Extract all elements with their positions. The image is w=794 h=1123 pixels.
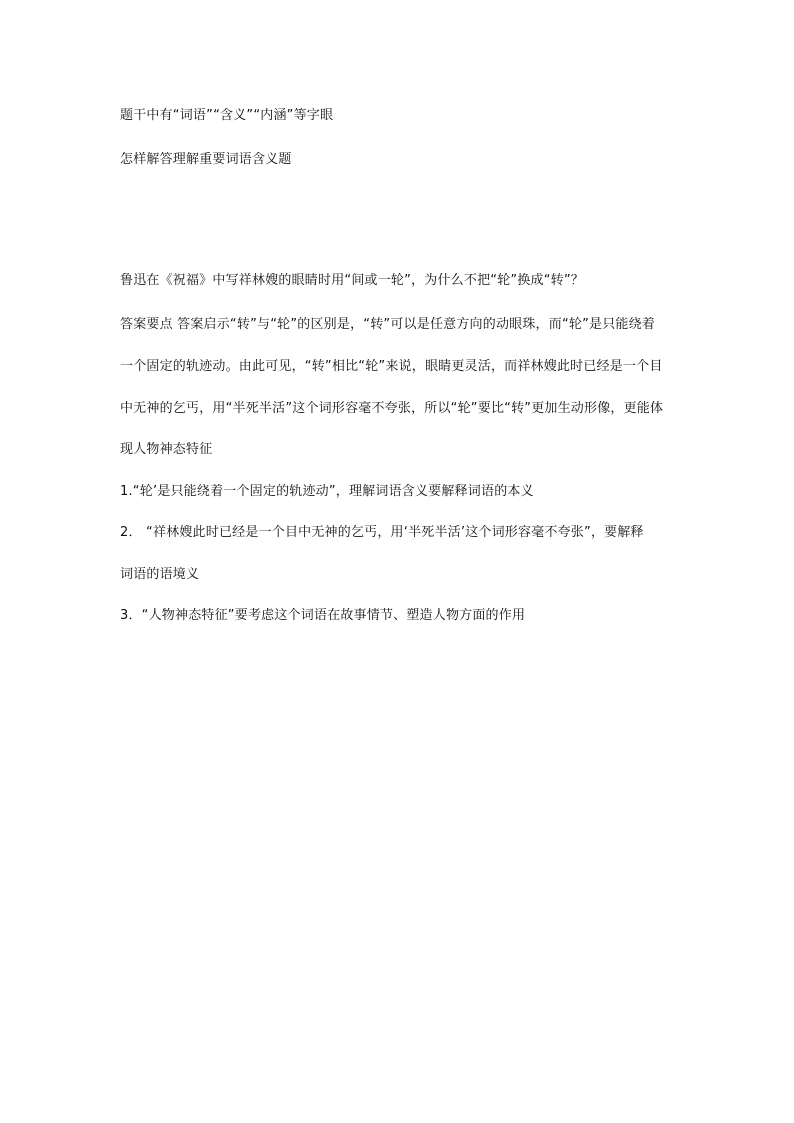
question-text: 鲁迅在《祝福》中写祥林嫂的眼睛时用“间或一轮”，为什么不把“轮”换成“转”？ xyxy=(120,273,585,288)
point-3: 3．“人物神态特征”要考虑这个词语在故事情节、塑造人物方面的作用 xyxy=(120,608,526,623)
point-1: 1.“轮’是只能绕着一个固定的轨迹动”，理解词语含义要解释词语的本义 xyxy=(120,484,534,499)
header-line-1: 题干中有“词语”“含义”“内涵”等字眼 xyxy=(120,108,334,123)
answer-line-3: 中无神的乞丐，用“半死半活”这个词形容毫不夸张，所以“轮”要比“转”更加生动形像，更能体 xyxy=(120,401,664,416)
point-2: 2． “祥林嫂此时已经是一个目中无神的乞丐，用‘半死半活’这个词形容毫不夸张”，要解释 xyxy=(120,525,644,540)
answer-line-2: 一个固定的轨迹动。由此可见，“转”相比“轮”来说，眼睛更灵活，而祥林嫂此时已经是一个目 xyxy=(120,359,663,374)
answer-line-1: 答案要点 答案启示“转”与“轮”的区别是，“转”可以是任意方向的动眼珠，而“轮”是只能绕着 xyxy=(120,317,656,332)
point-2-continued: 词语的语境义 xyxy=(120,567,200,582)
header-line-2: 怎样解答理解重要词语含义题 xyxy=(120,152,292,167)
answer-line-4: 现人物神态特征 xyxy=(120,442,213,457)
